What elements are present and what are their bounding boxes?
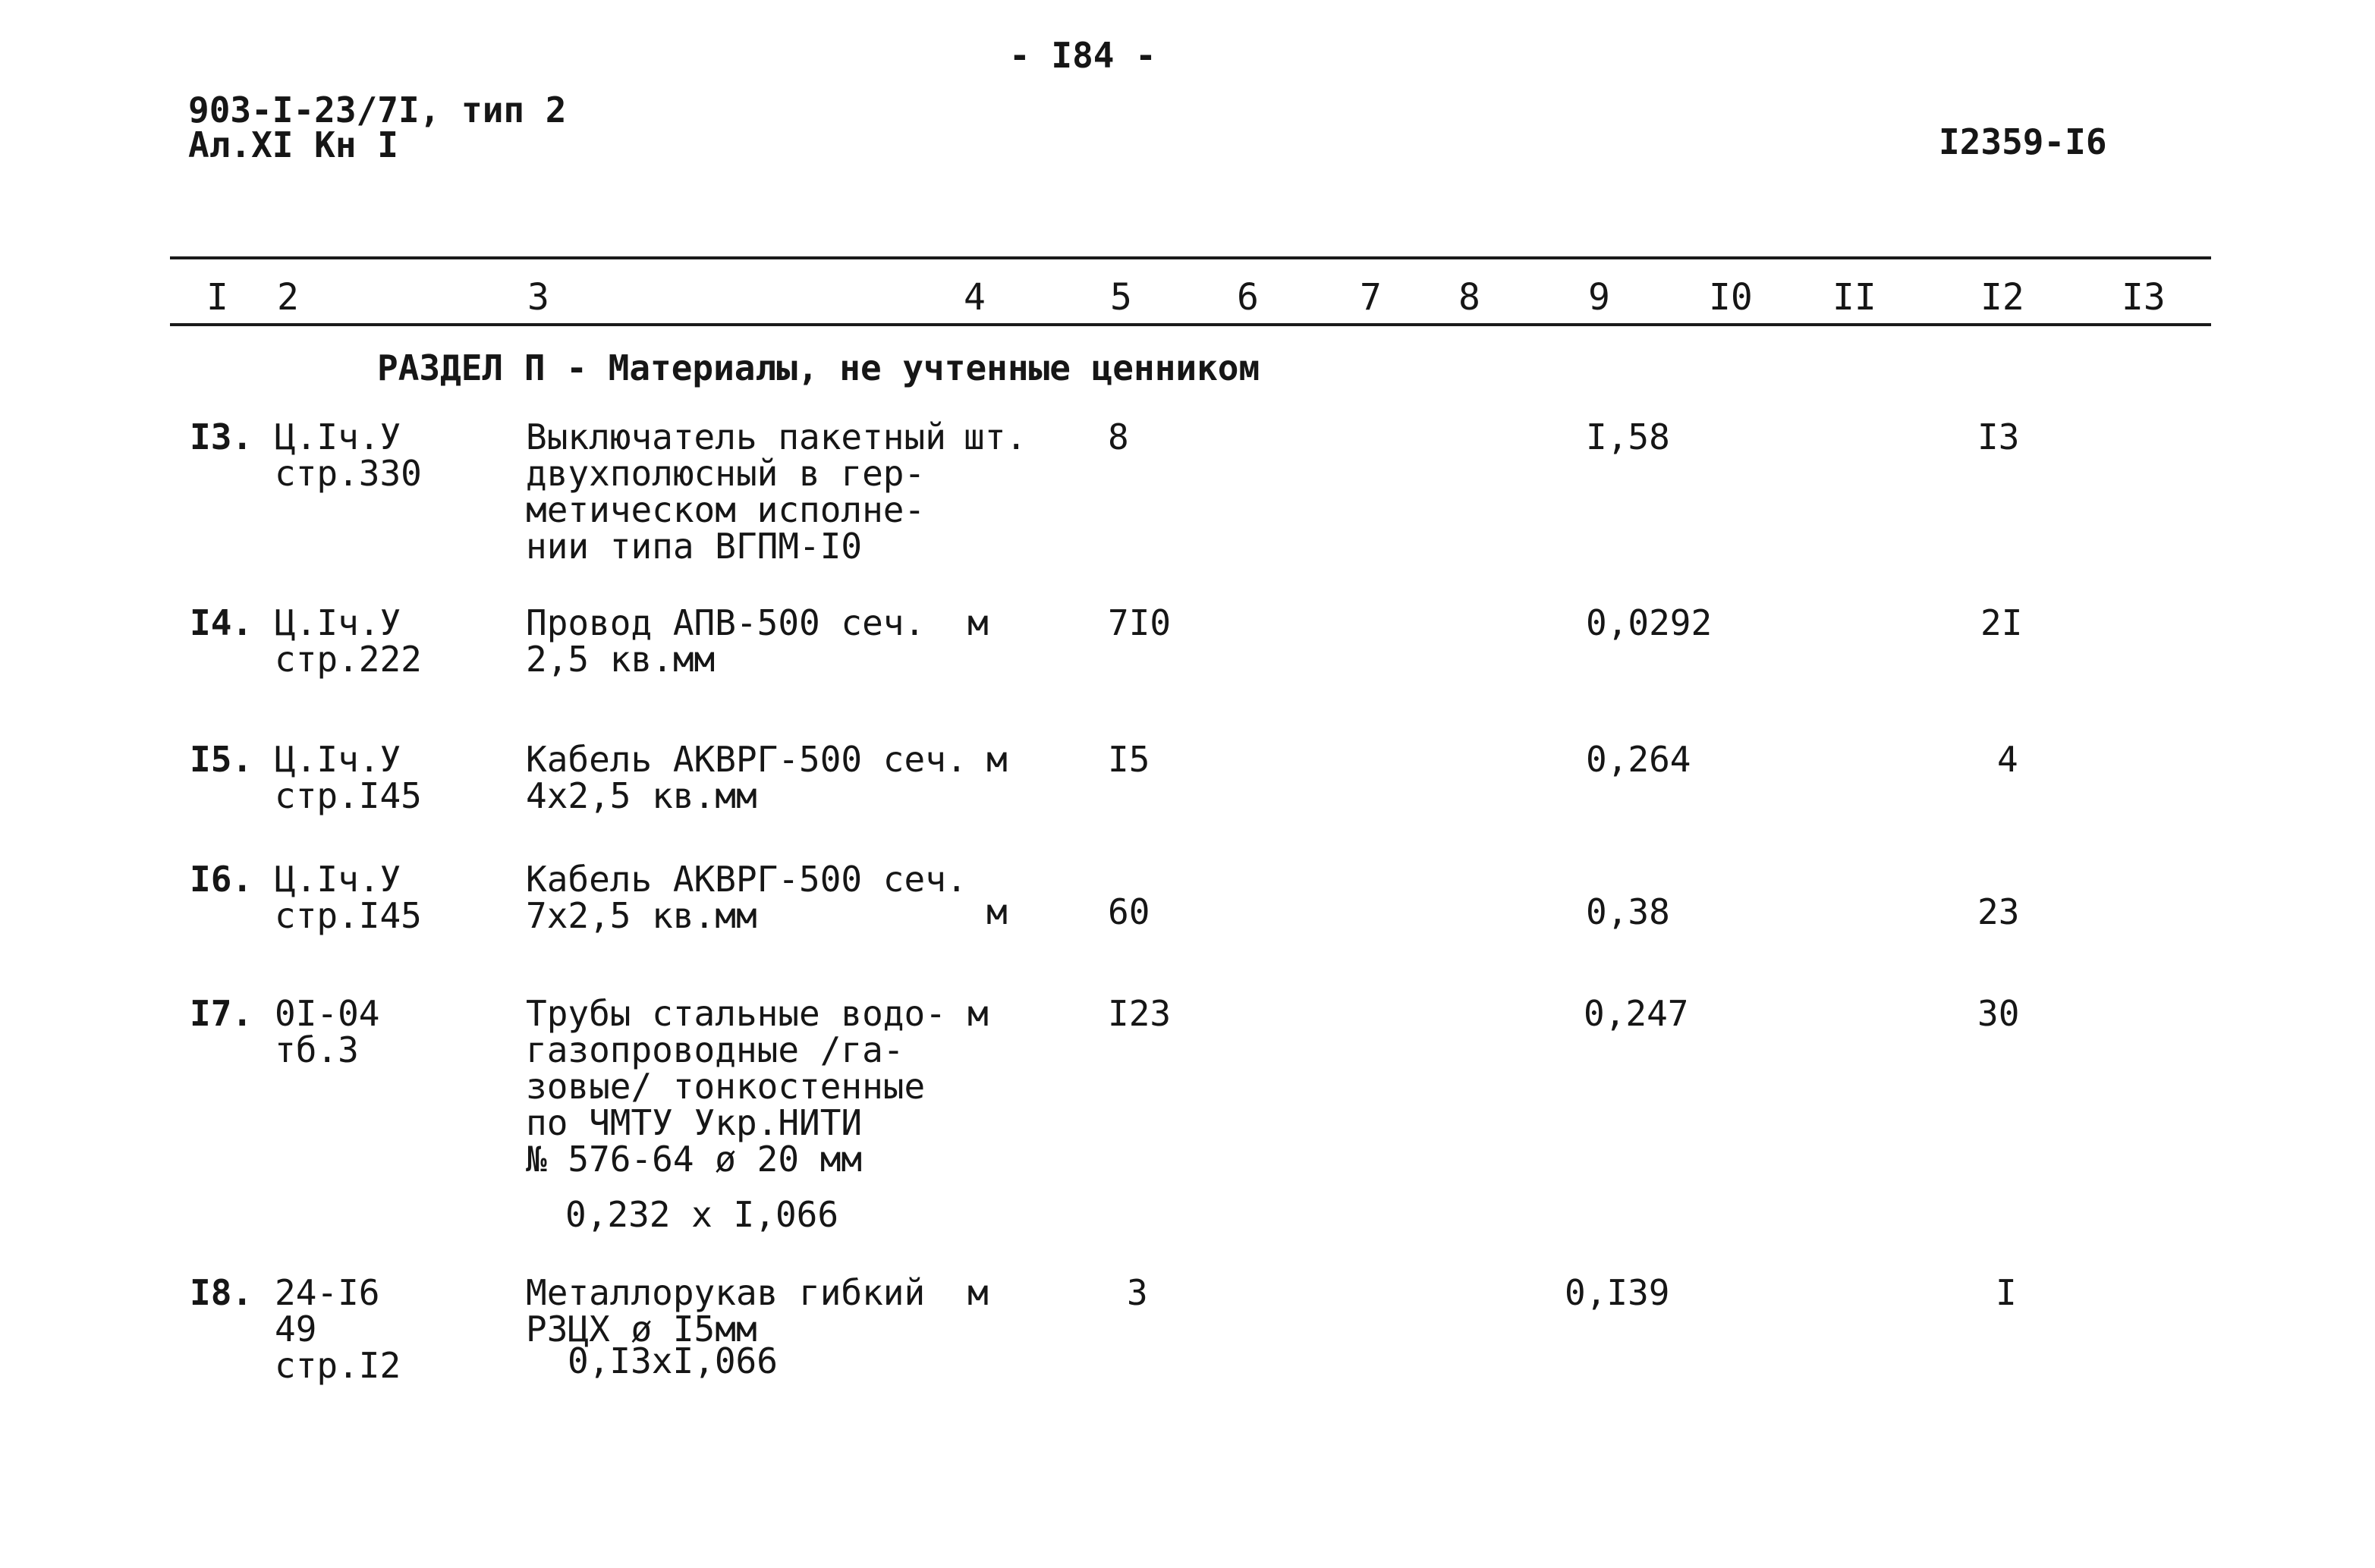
- column-number: 3: [527, 276, 549, 319]
- quantity: 3: [1127, 1272, 1148, 1313]
- unit: м: [967, 993, 989, 1034]
- column-number: II: [1832, 276, 1876, 319]
- quantity: 60: [1108, 891, 1150, 932]
- column-header-rule: [170, 323, 2211, 326]
- row-number: I5.: [190, 739, 253, 780]
- material-description: Трубы стальные водо- газопроводные /га- зовые/ тонкостенные по ЧМТУ Укр.НИТИ № 576-64 ø 20 мм: [526, 993, 946, 1180]
- total-cost: 23: [1977, 891, 2020, 932]
- total-cost: 30: [1977, 993, 2020, 1034]
- description-note: 0,232 х I,066: [565, 1194, 839, 1235]
- unit: шт.: [964, 416, 1027, 457]
- column-number: 9: [1588, 276, 1610, 319]
- column-number: 2: [277, 276, 299, 319]
- material-description: Провод АПВ-500 сеч. 2,5 кв.мм: [526, 602, 926, 680]
- quantity: 7I0: [1108, 602, 1172, 643]
- total-cost: 2I: [1980, 602, 2023, 643]
- material-description: Кабель АКВРГ-500 сеч. 4х2,5 кв.мм: [526, 739, 967, 816]
- total-cost: I: [1996, 1272, 2017, 1313]
- price-reference: Ц.Iч.У стр.222: [275, 602, 422, 680]
- row-number: I8.: [190, 1272, 253, 1313]
- price-reference: 24-I6 49 стр.I2: [275, 1272, 401, 1386]
- row-number: I6.: [190, 859, 253, 900]
- row-number: I7.: [190, 993, 253, 1034]
- unit-price: 0,247: [1584, 993, 1689, 1034]
- unit: м: [967, 1272, 989, 1313]
- unit-price: 0,0292: [1586, 602, 1713, 643]
- section-title: РАЗДЕЛ П - Материалы, не учтенные ценником: [377, 347, 1260, 388]
- total-cost: I3: [1977, 416, 2020, 457]
- column-number: 8: [1458, 276, 1480, 319]
- column-number: 5: [1110, 276, 1132, 319]
- album-book-label: Ал.XI Кн I: [188, 124, 398, 165]
- column-number: I0: [1709, 276, 1753, 319]
- column-number: I3: [2122, 276, 2166, 319]
- material-description: Кабель АКВРГ-500 сеч. 7х2,5 кв.мм: [526, 859, 967, 936]
- price-reference: Ц.Iч.У стр.I45: [275, 739, 422, 816]
- unit: м: [986, 891, 1008, 932]
- column-number: I: [206, 276, 228, 319]
- row-number: I4.: [190, 602, 253, 643]
- unit: м: [967, 602, 989, 643]
- price-reference: Ц.Iч.У стр.I45: [275, 859, 422, 936]
- page-number: - I84 -: [1009, 35, 1156, 76]
- unit-price: 0,I39: [1565, 1272, 1670, 1313]
- unit: м: [986, 739, 1008, 780]
- price-reference: 0I-04 тб.3: [275, 993, 380, 1070]
- table-top-rule: [170, 256, 2211, 259]
- material-description: Металлорукав гибкий РЗЦХ ø I5мм: [526, 1272, 926, 1350]
- column-number: 4: [964, 276, 986, 319]
- column-number: 6: [1237, 276, 1259, 319]
- unit-price: 0,264: [1586, 739, 1691, 780]
- column-number: I2: [1980, 276, 2024, 319]
- document-code: 903-I-23/7I, тип 2: [188, 90, 567, 130]
- quantity: I5: [1108, 739, 1150, 780]
- unit-price: 0,38: [1586, 891, 1670, 932]
- sheet-code: I2359-I6: [1939, 121, 2107, 162]
- total-cost: 4: [1997, 739, 2018, 780]
- description-note: 0,I3хI,066: [568, 1340, 778, 1381]
- unit-price: I,58: [1586, 416, 1670, 457]
- row-number: I3.: [190, 416, 253, 457]
- column-number: 7: [1360, 276, 1382, 319]
- quantity: I23: [1108, 993, 1172, 1034]
- material-description: Выключатель пакетный двухполюсный в гер- метическом исполне- нии типа ВГПМ-I0: [526, 416, 946, 567]
- price-reference: Ц.Iч.У стр.330: [275, 416, 422, 494]
- quantity: 8: [1108, 416, 1129, 457]
